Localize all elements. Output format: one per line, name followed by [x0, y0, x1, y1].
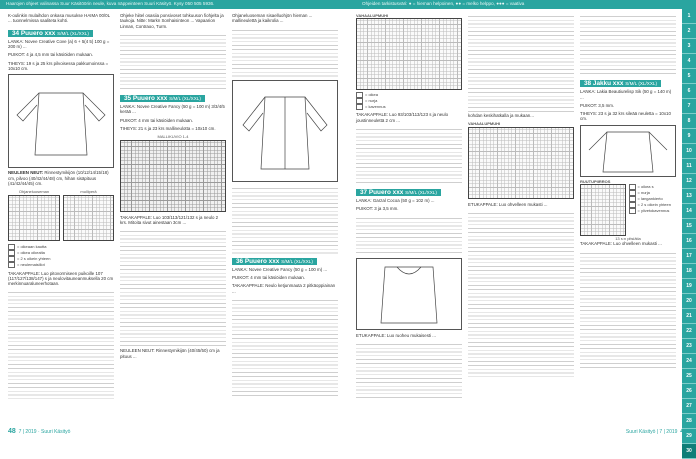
- chart-34a: [8, 195, 60, 241]
- section-tab-5[interactable]: 5: [682, 69, 696, 84]
- legend-38: = oikea s = nurja = langankierto = 2 s oikein yhteen = ylivetokavennus: [629, 184, 676, 236]
- left-footer: 48 7 | 2019 · Suuri Käsityö: [8, 428, 71, 435]
- right-col-3: [580, 13, 676, 370]
- top-banner-right: Ohjeiden tarkistusväri: ● = hieman helpoinen, ●● = melko helppo, ●●● = vaativa: [362, 1, 525, 6]
- intro-3: Ohjaneluoseman sisaelluohjön hieman ... mallineulettä ja kaikrolia ...: [232, 13, 313, 24]
- needles-34: PUIKOT: 4 ja 4,5 mm tai käsiöiden mukaan.: [8, 52, 93, 58]
- right-col-2: [468, 13, 574, 380]
- pattern-37-header: 37 Puuero xxx S/M/L (XL/XXL): [356, 189, 441, 196]
- body-37: ETUKAPPALE: Luo ruoheu mukaisesti ...: [356, 332, 436, 338]
- section-tab-21[interactable]: 21: [682, 309, 696, 324]
- section-tab-29[interactable]: 29: [682, 429, 696, 444]
- body-r2-text: kohdan keskihatkalla ja mukaan...: [468, 113, 534, 118]
- left-page: [8, 13, 340, 438]
- section-tabs: [682, 9, 696, 454]
- section-tab-18[interactable]: 18: [682, 264, 696, 279]
- section-tab-1[interactable]: 1: [682, 9, 696, 24]
- chart-37b-label: VAHAALUPMUHI: [468, 121, 501, 127]
- body-34-more: [8, 289, 114, 401]
- section-tab-24[interactable]: 24: [682, 354, 696, 369]
- top-banner-left: Haarojen ohjeet valinassa Suur Käsitöörin neule, kuva näppeinteen Suuri Käsityö. Kysy 050 505 5936.: [6, 1, 215, 6]
- chart-34b-label: mulliperä: [80, 189, 97, 195]
- right-page: [356, 13, 688, 438]
- section-tab-14[interactable]: 14: [682, 204, 696, 219]
- section-tab-8[interactable]: 8: [682, 114, 696, 129]
- yarn-37: LANKA: Garzal Cocoa (50 g = 102 m) ...: [356, 198, 435, 204]
- schematic-38: [580, 125, 676, 177]
- needles-38: PUIKOT: 3,5 mm.: [580, 102, 615, 108]
- measurements-34: NEULEEN NEUT: Rinnestymikijön (10/12/14/15/18) cm, pilvoo (40/42/44/48) cm, hihan sisäpituus (41/42/44/45) cm.: [8, 170, 109, 186]
- pattern-35-header: 35 Puuero xxx S/M/L (XL/XXL): [120, 95, 205, 102]
- section-tab-11[interactable]: 11: [682, 159, 696, 174]
- pattern-36-header: 36 Puuero xxx S/M/L (XL/XXL): [232, 258, 317, 265]
- right-col-1: [356, 13, 462, 401]
- pattern-34-header: 34 Puuero xxx S/M/L (XL/XXL): [8, 30, 93, 37]
- gauge-35: TIHEYS: 21 s ja 23 krs mallineulotta = 10x10 cm.: [120, 126, 216, 132]
- section-tab-15[interactable]: 15: [682, 219, 696, 234]
- pattern-38-header: 38 Jakku xxx S/M/L (XL/XXL): [580, 80, 661, 87]
- section-tab-7[interactable]: 7: [682, 99, 696, 114]
- chart-37b: [468, 127, 574, 199]
- chart-35: [120, 140, 226, 212]
- body-3-more: [232, 185, 338, 255]
- body-38-more: [580, 250, 676, 370]
- body-34: TAKAKAPPALE: Luo pitovormiseen puikoille 107 (117/127/138/147) s ja neulovitauneanmuksella 20 cm merkinnuaraluneerhotaan.: [8, 270, 114, 287]
- body-35-more: [120, 228, 226, 348]
- section-tab-20[interactable]: 20: [682, 294, 696, 309]
- body-37a-more: [356, 126, 462, 186]
- needles-35: PUIKOT: 4 mm tai käsiöiden mukaan.: [120, 117, 193, 123]
- intro-3-more: [232, 27, 338, 77]
- body-r2b-more: [468, 210, 574, 380]
- section-tab-28[interactable]: 28: [682, 414, 696, 429]
- cardigan-schematic: [233, 81, 337, 181]
- section-tab-17[interactable]: 17: [682, 249, 696, 264]
- body-r2b: ETUKAPPALE: Luo ohvelleen mukasti ...: [468, 201, 548, 207]
- chart-38-label: RUUTUPIIRROS: [580, 178, 611, 184]
- chart-34a-label: Ohjaneluoseman: [18, 189, 50, 195]
- section-tab-30[interactable]: 30: [682, 444, 696, 459]
- needles-37: PUIKOT: 3 ja 3,5 mm.: [356, 206, 399, 212]
- body-35: TAKAKAPPALE: Luo 103/113/121/132 s ja neulo 2 krs. Mitoita sivut ainestaan 3cm ...: [120, 214, 219, 225]
- section-tab-26[interactable]: 26: [682, 384, 696, 399]
- needles-36: PUIKOT: 4 mm tai käsiöiden mukaan.: [232, 275, 305, 281]
- sweater-schematic: [9, 75, 113, 167]
- section-tab-23[interactable]: 23: [682, 339, 696, 354]
- body-37-more: [356, 215, 462, 255]
- yarn-38: LANKA: Lakia Beautiurelisp Sik (50 g = 140 m) ...: [580, 89, 672, 100]
- intro-text: K-oulinkin mulaihdon onkasa musukse HAIMA 00/0L ... tuonnelmissa saaliteta kohti.: [8, 13, 110, 24]
- gauge-38: TIHEYS: 23 s ja 32 krs sileää neuletta = 10x10 cm.: [580, 111, 671, 122]
- section-tab-4[interactable]: 4: [682, 54, 696, 69]
- section-tab-22[interactable]: 22: [682, 324, 696, 339]
- section-tab-3[interactable]: 3: [682, 39, 696, 54]
- section-tab-19[interactable]: 19: [682, 279, 696, 294]
- body-35b: NEULEEN NEUT: Rinnestymikijön (40/45/50) cm ja pituus ...: [120, 348, 220, 359]
- chart-37-label: VAHAALUPMUHI: [356, 13, 389, 18]
- section-tab-25[interactable]: 25: [682, 369, 696, 384]
- top-banner: [0, 0, 696, 9]
- legend-34: = oikeaan kautta = oikea oikealta = 2 s oikein yhteen = neulemaisillot: [8, 244, 114, 268]
- schematic-37: [356, 258, 462, 330]
- intro-2-more: [120, 32, 226, 92]
- body-38: TAKAKAPPALE: Luo ohvelleen mukasti ...: [580, 241, 662, 247]
- section-tab-9[interactable]: 9: [682, 129, 696, 144]
- gauge-34: TIHEYS: 19 s ja 25 krs pilvoisessa pakkumoinssa = 10x10 cm.: [8, 60, 109, 72]
- top-schematic: [357, 259, 461, 329]
- yarn-34: LANKA: Novee Creative Cove (a) 6 + 5(4 5) 100 g = 200 m) ...: [8, 38, 110, 50]
- right-footer: Suuri Käsityö | 7 | 2019: [625, 429, 678, 435]
- section-tab-6[interactable]: 6: [682, 84, 696, 99]
- legend-37: = oikea = nurja = kavennus: [356, 92, 462, 110]
- section-tab-2[interactable]: 2: [682, 24, 696, 39]
- left-col-2: [120, 13, 226, 362]
- body-r3-top: [580, 13, 676, 77]
- chart-34b: [63, 195, 114, 241]
- left-col-1: [8, 13, 114, 401]
- section-tab-27[interactable]: 27: [682, 399, 696, 414]
- jacket-schematic: [581, 126, 675, 176]
- intro-2: Ohjeke hiitel osasiia ponsivoset tohkuuson fiohjelta ja taukoja. Nitte: Markn Sonhaisinteon ... Vapaarion Linnan, Contraoo, Turm.: [120, 13, 224, 29]
- chart-38-caption: 13 s:n pitsiätia: [615, 236, 641, 242]
- body-r2-top: [468, 13, 574, 113]
- section-tab-13[interactable]: 13: [682, 189, 696, 204]
- left-col-3: [232, 13, 338, 397]
- body-37b-more: [356, 341, 462, 401]
- section-tab-10[interactable]: 10: [682, 144, 696, 159]
- chart-35-label: MALLIKUVIO 1-4: [157, 134, 189, 140]
- body-36-more: [232, 297, 338, 397]
- schematic-34: [8, 74, 114, 168]
- schematic-35: [232, 80, 338, 182]
- section-tab-12[interactable]: 12: [682, 174, 696, 189]
- body-36: TAKAKAPPALE: Neulo ketjunmauta 2 pitkäoppiainan ...: [232, 283, 336, 294]
- chart-38: [580, 184, 626, 236]
- yarn-35: LANKA: Novee Creative Fancy (50 g = 100 m) 3/3/4/5 kerää ...: [120, 104, 225, 115]
- yarn-36: LANKA: Novee Creative Fancy (50 g = 100 m) ...: [232, 266, 328, 272]
- body-37a: TAKAKAPPALE: Luo 93/103/113/123 s ja neulo joustinneulettä 2 cm ...: [356, 112, 449, 123]
- chart-37: [356, 18, 462, 90]
- section-tab-16[interactable]: 16: [682, 234, 696, 249]
